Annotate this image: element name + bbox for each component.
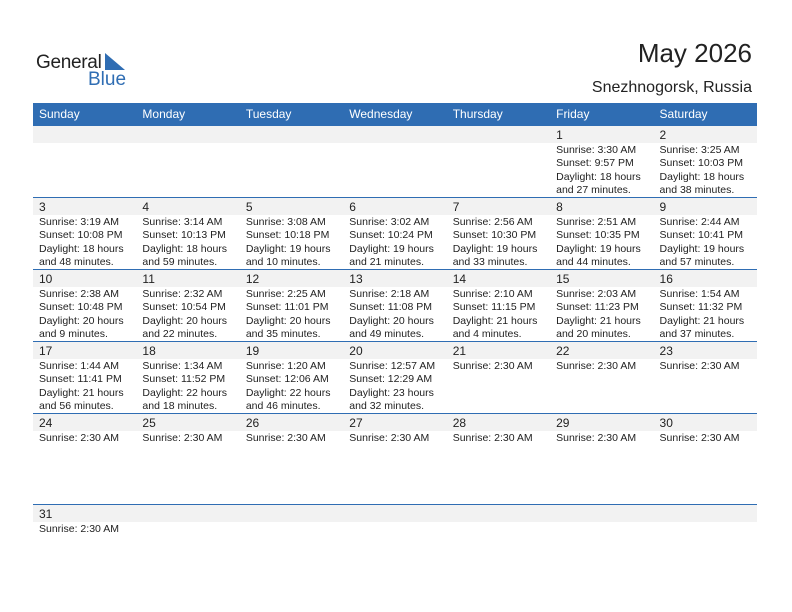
day-info-line: Sunset: 11:08 PM bbox=[349, 301, 432, 314]
day-info-line: Daylight: 20 hours bbox=[39, 314, 124, 327]
day-number: 31 bbox=[39, 507, 53, 521]
weekday-label: Tuesday bbox=[245, 107, 292, 121]
day-info-line: Sunrise: 2:44 AM bbox=[659, 216, 740, 228]
day-info-line: Sunrise: 2:30 AM bbox=[452, 432, 533, 444]
day-number: 30 bbox=[659, 416, 673, 430]
day-info-line: Sunset: 11:01 PM bbox=[245, 301, 329, 314]
day-info-line: Daylight: 18 hours bbox=[39, 242, 124, 255]
day-cell bbox=[33, 342, 136, 413]
page-title: May 2026 bbox=[637, 38, 752, 68]
day-number: 23 bbox=[659, 344, 673, 358]
day-info-line: and 4 minutes. bbox=[452, 327, 522, 340]
day-number: 15 bbox=[556, 272, 570, 286]
day-cell bbox=[654, 126, 757, 197]
day-number: 2 bbox=[659, 128, 667, 142]
day-cell bbox=[136, 198, 239, 269]
day-number-band bbox=[136, 126, 239, 143]
calendar-weeks bbox=[33, 126, 757, 536]
day-number-band bbox=[447, 126, 550, 143]
day-info-line: Sunrise: 2:03 AM bbox=[556, 288, 637, 300]
day-number: 11 bbox=[142, 272, 155, 286]
day-info-line: Sunrise: 2:30 AM bbox=[452, 360, 533, 372]
day-info-line: and 32 minutes. bbox=[349, 399, 424, 412]
day-info-line: Sunrise: 1:20 AM bbox=[245, 360, 326, 372]
day-info-line: Sunrise: 2:30 AM bbox=[39, 523, 119, 535]
day-info-line: Sunrise: 2:25 AM bbox=[245, 288, 326, 300]
logo-triangle-icon bbox=[105, 53, 125, 70]
day-cell bbox=[447, 198, 550, 269]
day-number: 24 bbox=[39, 416, 53, 430]
day-info-line: Daylight: 23 hours bbox=[349, 386, 434, 399]
day-info-line: Daylight: 18 hours bbox=[659, 170, 745, 183]
day-info-line: Sunset: 10:24 PM bbox=[349, 229, 433, 242]
day-info-line: Sunset: 10:41 PM bbox=[659, 229, 743, 242]
day-info-line: Sunrise: 1:44 AM bbox=[39, 360, 119, 372]
day-info-line: and 59 minutes. bbox=[142, 255, 218, 268]
day-info-line: Sunset: 12:06 AM bbox=[245, 373, 329, 386]
day-info-line: Daylight: 21 hours bbox=[659, 314, 745, 327]
day-number: 9 bbox=[659, 200, 667, 214]
day-number: 4 bbox=[142, 200, 150, 214]
day-info-line: Sunset: 9:57 PM bbox=[556, 157, 634, 170]
day-info-line: Daylight: 18 hours bbox=[142, 242, 228, 255]
day-cell bbox=[240, 126, 343, 197]
day-cell bbox=[240, 198, 343, 269]
day-info-line: Sunrise: 12:57 AM bbox=[349, 360, 436, 372]
day-info-line: and 49 minutes. bbox=[349, 327, 424, 340]
day-info-line: Sunset: 10:48 PM bbox=[39, 301, 123, 314]
day-number: 25 bbox=[142, 416, 156, 430]
day-cell bbox=[343, 126, 446, 197]
day-cell bbox=[33, 505, 136, 536]
day-info-line: and 44 minutes. bbox=[556, 255, 631, 268]
day-info-line: Sunrise: 2:51 AM bbox=[556, 216, 637, 228]
day-info-line: Daylight: 19 hours bbox=[452, 242, 538, 255]
day-info-line: Daylight: 19 hours bbox=[556, 242, 641, 255]
day-info-line: Sunrise: 2:30 AM bbox=[39, 432, 119, 444]
day-info-line: Daylight: 21 hours bbox=[452, 314, 538, 327]
day-number bbox=[453, 126, 550, 127]
day-cell bbox=[343, 342, 446, 413]
day-info-line: and 37 minutes. bbox=[659, 327, 735, 340]
day-info-line: Sunrise: 2:56 AM bbox=[452, 216, 533, 228]
day-cell bbox=[654, 414, 757, 504]
day-info-line: Sunset: 10:54 PM bbox=[142, 301, 226, 314]
day-number-band bbox=[240, 126, 343, 143]
day-info-line: Sunrise: 2:10 AM bbox=[452, 288, 533, 300]
day-number: 17 bbox=[39, 344, 53, 358]
day-info-line: Sunset: 11:32 PM bbox=[659, 301, 743, 314]
day-cell bbox=[33, 126, 136, 197]
day-cell bbox=[33, 270, 136, 341]
day-info-line: Daylight: 18 hours bbox=[556, 170, 641, 183]
day-cell bbox=[550, 414, 653, 504]
week-row bbox=[33, 270, 757, 342]
day-info-line: and 35 minutes. bbox=[245, 327, 321, 340]
day-info-line: Sunset: 10:30 PM bbox=[452, 229, 537, 242]
logo-general-text: General bbox=[36, 52, 102, 73]
day-number: 16 bbox=[659, 272, 673, 286]
day-info-line: Daylight: 20 hours bbox=[245, 314, 331, 327]
day-cell bbox=[447, 126, 550, 197]
weekday-label: Monday bbox=[142, 107, 186, 121]
day-info-line: Sunset: 10:18 PM bbox=[245, 229, 330, 242]
day-info-line: Sunset: 11:41 PM bbox=[39, 373, 122, 386]
day-number: 6 bbox=[349, 200, 356, 214]
week-row bbox=[33, 414, 757, 504]
day-cell bbox=[654, 342, 757, 413]
day-info-line: and 22 minutes. bbox=[142, 327, 218, 340]
day-info-line: Daylight: 19 hours bbox=[245, 242, 331, 255]
day-cell bbox=[33, 414, 136, 504]
day-cell bbox=[447, 270, 550, 341]
day-number bbox=[39, 126, 136, 127]
day-info-line: Sunrise: 2:30 AM bbox=[659, 360, 740, 372]
day-number: 8 bbox=[556, 200, 563, 214]
day-info-line: Sunrise: 2:30 AM bbox=[659, 432, 740, 444]
day-number: 20 bbox=[349, 344, 363, 358]
day-info-line: Sunrise: 2:18 AM bbox=[349, 288, 430, 300]
day-info-line: Sunset: 11:23 PM bbox=[556, 301, 639, 314]
day-info-line: Sunset: 10:03 PM bbox=[659, 157, 743, 170]
day-number: 27 bbox=[349, 416, 363, 430]
day-cell bbox=[343, 198, 446, 269]
day-info-line: Sunrise: 2:30 AM bbox=[245, 432, 326, 444]
day-info-line: and 56 minutes. bbox=[39, 399, 114, 412]
day-info-line: Sunset: 10:08 PM bbox=[39, 229, 123, 242]
day-cell bbox=[136, 414, 239, 504]
day-number bbox=[349, 126, 446, 127]
day-number: 19 bbox=[245, 344, 260, 358]
week-row bbox=[33, 126, 757, 198]
day-number: 26 bbox=[245, 416, 260, 430]
day-number: 29 bbox=[556, 416, 570, 430]
day-number: 10 bbox=[39, 272, 53, 286]
day-info-line: Sunrise: 2:30 AM bbox=[142, 432, 223, 444]
day-info-line: Daylight: 20 hours bbox=[349, 314, 434, 327]
day-info-line: and 33 minutes. bbox=[452, 255, 528, 268]
calendar bbox=[33, 103, 757, 536]
logo-blue-text: Blue bbox=[88, 69, 127, 90]
day-info-line: and 10 minutes. bbox=[245, 255, 321, 268]
day-info-line: Sunrise: 2:30 AM bbox=[556, 360, 637, 372]
day-info-line: Daylight: 19 hours bbox=[659, 242, 745, 255]
day-cell bbox=[343, 270, 446, 341]
day-number: 12 bbox=[245, 272, 260, 286]
day-info-line: Sunrise: 1:34 AM bbox=[142, 360, 223, 372]
day-cell bbox=[240, 342, 343, 413]
day-info-line: Sunrise: 3:19 AM bbox=[39, 216, 119, 228]
day-info-line: Sunrise: 3:08 AM bbox=[245, 216, 326, 228]
day-info-line: and 27 minutes. bbox=[556, 183, 631, 196]
weekday-label: Sunday bbox=[39, 107, 80, 121]
day-number bbox=[142, 126, 239, 127]
day-cell bbox=[550, 270, 653, 341]
day-info-line: Sunrise: 2:30 AM bbox=[556, 432, 637, 444]
day-number: 1 bbox=[556, 128, 563, 142]
day-info-line: Daylight: 22 hours bbox=[142, 386, 228, 399]
day-number: 5 bbox=[245, 200, 253, 214]
day-info-line: Daylight: 19 hours bbox=[349, 242, 434, 255]
day-cell bbox=[447, 342, 550, 413]
day-info-line: and 38 minutes. bbox=[659, 183, 735, 196]
day-number: 18 bbox=[142, 344, 156, 358]
day-info-line: and 20 minutes. bbox=[556, 327, 631, 340]
week-row bbox=[33, 342, 757, 414]
day-info-line: and 18 minutes. bbox=[142, 399, 218, 412]
weekday-label: Wednesday bbox=[349, 107, 413, 121]
weekday-label: Saturday bbox=[659, 107, 708, 121]
day-info-line: Daylight: 20 hours bbox=[142, 314, 228, 327]
location-subtitle: Snezhnogorsk, Russia bbox=[591, 79, 752, 96]
day-info-line: and 48 minutes. bbox=[39, 255, 114, 268]
day-info-line: Sunset: 11:52 PM bbox=[142, 373, 226, 386]
week-row bbox=[33, 504, 757, 536]
day-number: 22 bbox=[556, 344, 570, 358]
day-number bbox=[246, 126, 343, 127]
day-cell bbox=[550, 126, 653, 197]
day-info-line: Sunset: 12:29 AM bbox=[349, 373, 433, 386]
day-cell bbox=[343, 414, 446, 504]
day-number: 3 bbox=[39, 200, 46, 214]
day-cell bbox=[654, 270, 757, 341]
day-cell bbox=[240, 414, 343, 504]
day-cell bbox=[654, 198, 757, 269]
day-info-line: Daylight: 22 hours bbox=[245, 386, 331, 399]
day-info-line: Sunrise: 2:32 AM bbox=[142, 288, 223, 300]
day-info-line: and 9 minutes. bbox=[39, 327, 108, 340]
week-row bbox=[33, 198, 757, 270]
day-cell bbox=[136, 342, 239, 413]
weekday-label: Thursday bbox=[452, 107, 503, 121]
day-info-line: Sunset: 11:15 PM bbox=[452, 301, 536, 314]
day-number: 14 bbox=[452, 272, 467, 286]
day-number: 28 bbox=[452, 416, 467, 430]
day-info-line: Sunrise: 2:38 AM bbox=[39, 288, 119, 300]
day-cell bbox=[550, 342, 653, 413]
weekday-label: Friday bbox=[556, 107, 590, 121]
day-number-band bbox=[343, 126, 446, 143]
day-number: 13 bbox=[349, 272, 363, 286]
day-info-line: Sunrise: 3:14 AM bbox=[142, 216, 223, 228]
day-cell bbox=[550, 198, 653, 269]
day-info-line: Sunrise: 2:30 AM bbox=[349, 432, 430, 444]
day-cell bbox=[240, 270, 343, 341]
day-info-line: Sunset: 10:35 PM bbox=[556, 229, 640, 242]
day-info-line: Sunset: 10:13 PM bbox=[142, 229, 226, 242]
day-info-line: and 21 minutes. bbox=[349, 255, 424, 268]
day-cell bbox=[136, 126, 239, 197]
day-info-line: and 57 minutes. bbox=[659, 255, 735, 268]
day-info-line: and 46 minutes. bbox=[245, 399, 321, 412]
day-info-line: Daylight: 21 hours bbox=[556, 314, 641, 327]
day-number-band bbox=[33, 126, 136, 143]
day-cell bbox=[136, 270, 239, 341]
day-cell bbox=[447, 414, 550, 504]
day-number: 7 bbox=[452, 200, 460, 214]
day-cell bbox=[33, 198, 136, 269]
logo bbox=[36, 50, 136, 90]
day-number: 21 bbox=[452, 344, 467, 358]
day-info-line: Sunrise: 3:25 AM bbox=[659, 144, 740, 156]
day-info-line: Sunrise: 3:02 AM bbox=[349, 216, 430, 228]
day-info-line: Daylight: 21 hours bbox=[39, 386, 124, 399]
day-info-line: Sunrise: 1:54 AM bbox=[659, 288, 740, 300]
day-info-line: Sunrise: 3:30 AM bbox=[556, 144, 637, 156]
weekday-header bbox=[33, 103, 757, 126]
